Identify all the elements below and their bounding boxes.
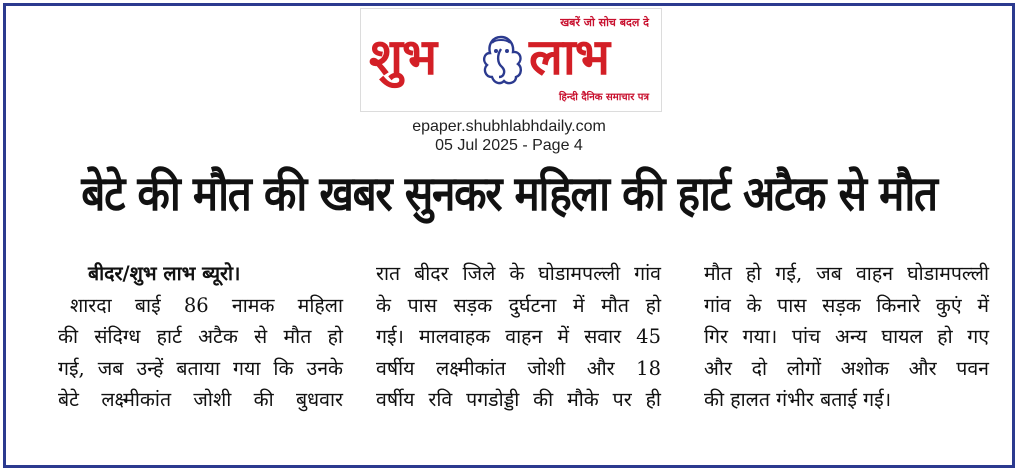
article-line: गिर गया। पांच अन्य घायल हो गए xyxy=(704,325,989,348)
masthead-logo xyxy=(360,8,662,112)
article-line: बेटे लक्ष्मीकांत जोशी की बुधवार xyxy=(58,388,343,411)
article-line: शारदा बाई 86 नामक महिला xyxy=(70,293,343,317)
article-line: मौत हो गई, जब वाहन घोडामपल्ली xyxy=(704,262,989,285)
article-line: के पास सड़क दुर्घटना में मौत हो xyxy=(376,293,661,317)
article-line: गांव के पास सड़क किनारे कुएं में xyxy=(704,293,989,317)
article-line: वर्षीय रवि पगडोड्डी की मौके पर ही xyxy=(376,388,661,411)
article-column-1 xyxy=(58,258,343,416)
source-date-page: 05 Jul 2025 - Page 4 xyxy=(435,137,583,154)
article-line: की संदिग्ध हार्ट अटैक से मौत हो xyxy=(58,325,343,348)
article-line: की हालत गंभीर बताई गई। xyxy=(704,388,892,411)
article-line: वर्षीय लक्ष्मीकांत जोशी और 18 xyxy=(376,356,661,380)
article-byline: बीदर/शुभ लाभ ब्यूरो। xyxy=(88,262,241,285)
article-line: रात बीदर जिले के घोडामपल्ली गांव xyxy=(376,262,661,285)
article-line: और दो लोगों अशोक और पवन xyxy=(704,356,989,380)
article-column-2 xyxy=(376,258,661,416)
logo-word-right: लाभ xyxy=(529,28,609,86)
masthead-tagline: खबरें जो सोच बदल दे xyxy=(560,16,649,29)
article-column-3 xyxy=(704,258,989,416)
article-headline: बेटे की मौत की खबर सुनकर महिला की हार्ट अटैक से मौत xyxy=(81,166,937,222)
source-url: epaper.shubhlabhdaily.com xyxy=(412,118,606,135)
article-line: गई। मालवाहक वाहन में सवार 45 xyxy=(376,325,661,348)
article-line: गई, जब उन्हें बताया गया कि उनके xyxy=(58,356,343,380)
logo-word-left: शुभ xyxy=(369,28,437,86)
masthead-subtag: हिन्दी दैनिक समाचार पत्र xyxy=(558,92,649,103)
ganesha-icon xyxy=(478,33,524,89)
